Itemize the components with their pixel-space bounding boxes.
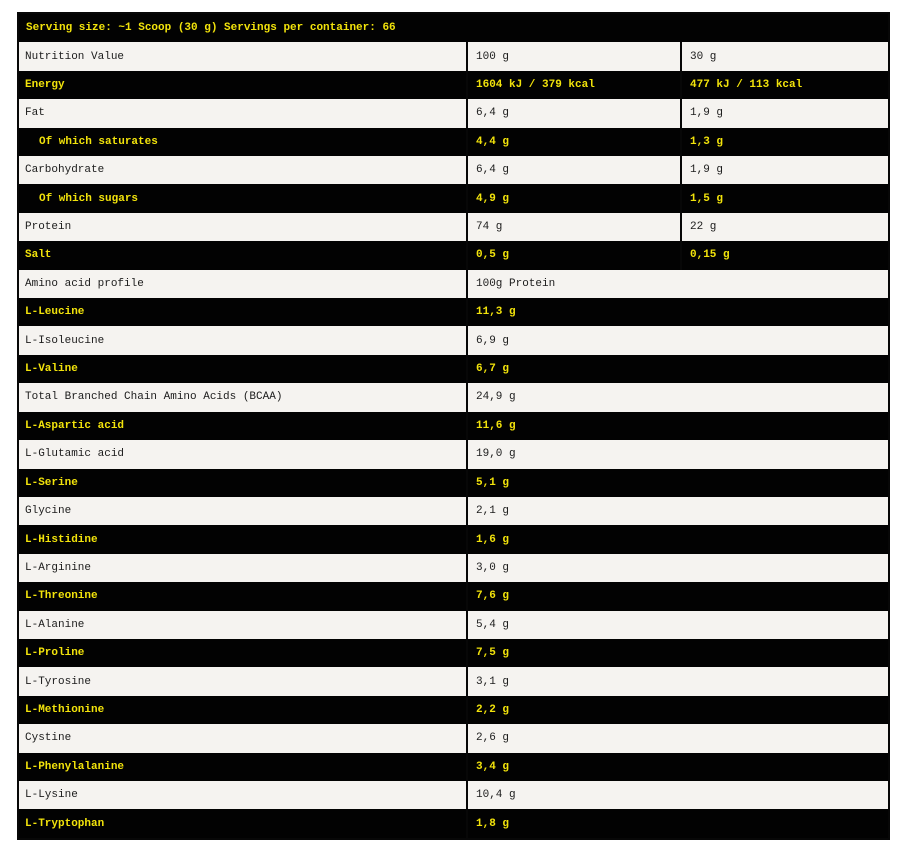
row-label: Total Branched Chain Amino Acids (BCAA): [19, 383, 468, 411]
table-row: [19, 355, 888, 383]
row-label: Glycine: [19, 497, 468, 525]
table-row: [19, 42, 888, 70]
row-label: L-Phenylalanine: [19, 753, 468, 781]
table-row: [19, 554, 888, 582]
value-per-100g: 7,6 g: [476, 590, 510, 603]
row-label: L-Tryptophan: [19, 809, 468, 837]
row-label: L-Valine: [19, 355, 468, 383]
row-label: L-Tyrosine: [19, 667, 468, 695]
row-label: Cystine: [19, 724, 468, 752]
table-row: [19, 724, 888, 752]
value-per-100g: 2,6 g: [476, 732, 510, 745]
table-row: [19, 128, 888, 156]
row-label: Of which saturates: [19, 128, 468, 156]
value-per-100g: 11,6 g: [476, 419, 516, 432]
value-per-100g: 19,0 g: [476, 448, 516, 461]
row-label: L-Threonine: [19, 582, 468, 610]
table-row: [19, 412, 888, 440]
value-per-100g: 4,4 g: [468, 128, 682, 156]
value-per-100g: 7,5 g: [476, 647, 510, 660]
row-label: L-Methionine: [19, 696, 468, 724]
value-per-100g: 11,3 g: [476, 306, 516, 319]
table-row: [19, 497, 888, 525]
value-per-100g: 3,1 g: [476, 675, 510, 688]
value-per-30g: 22 g: [690, 221, 717, 234]
table-row: [19, 582, 888, 610]
value-per-100g: 0,5 g: [468, 241, 682, 269]
row-label: L-Histidine: [19, 525, 468, 553]
row-label: Salt: [19, 241, 468, 269]
value-per-100g: 5,1 g: [476, 476, 510, 489]
value-per-30g: 1,9 g: [690, 164, 724, 177]
row-label: L-Serine: [19, 469, 468, 497]
table-row: [19, 184, 888, 212]
value-per-30g: 1,9 g: [690, 107, 724, 120]
value-per-100g: 2,2 g: [476, 703, 510, 716]
value-per-100g: 3,4 g: [476, 760, 510, 773]
value-per-30g: 30 g: [690, 50, 717, 63]
row-label: Amino acid profile: [19, 270, 468, 298]
table-row: [19, 326, 888, 354]
table-row: [19, 781, 888, 809]
serving-size-header: Serving size: ~1 Scoop (30 g) Servings per container: 66: [19, 14, 888, 42]
value-per-100g: 6,4 g: [468, 156, 682, 184]
value-per-100g: 2,1 g: [476, 505, 510, 518]
value-per-30g: 1,3 g: [690, 135, 724, 148]
value-per-100g: 5,4 g: [476, 618, 510, 631]
row-label: Of which sugars: [19, 184, 468, 212]
value-per-100g: 100 g: [468, 42, 682, 70]
value-per-30g: 1,5 g: [690, 192, 724, 205]
value-per-100g: 6,7 g: [476, 363, 510, 376]
value-per-100g: 1,6 g: [476, 533, 510, 546]
row-label: L-Lysine: [19, 781, 468, 809]
row-label: L-Glutamic acid: [19, 440, 468, 468]
table-row: [19, 667, 888, 695]
value-per-100g: 3,0 g: [476, 561, 510, 574]
row-label: Carbohydrate: [19, 156, 468, 184]
value-per-100g: 10,4 g: [476, 789, 516, 802]
row-label: L-Leucine: [19, 298, 468, 326]
row-label: L-Alanine: [19, 611, 468, 639]
row-label: L-Proline: [19, 639, 468, 667]
row-label: L-Isoleucine: [19, 326, 468, 354]
value-per-30g: 0,15 g: [690, 249, 730, 262]
table-row: [19, 611, 888, 639]
table-row: [19, 270, 888, 298]
row-label: L-Aspartic acid: [19, 412, 468, 440]
table-row: [19, 440, 888, 468]
table-row: [19, 156, 888, 184]
value-per-100g: 100g Protein: [476, 277, 556, 290]
row-label: Fat: [19, 99, 468, 127]
table-row: [19, 383, 888, 411]
row-label: Energy: [19, 71, 468, 99]
table-row: [19, 241, 888, 269]
value-per-100g: 4,9 g: [468, 184, 682, 212]
table-row: [19, 696, 888, 724]
value-per-100g: 1604 kJ / 379 kcal: [468, 71, 682, 99]
value-per-30g: 477 kJ / 113 kcal: [690, 79, 803, 92]
value-per-100g: 6,9 g: [476, 334, 510, 347]
row-label: Nutrition Value: [19, 42, 468, 70]
value-per-100g: 74 g: [468, 213, 682, 241]
value-per-100g: 1,8 g: [476, 817, 510, 830]
table-row: [19, 525, 888, 553]
table-row: [19, 298, 888, 326]
nutrition-facts-table: [17, 12, 890, 840]
row-label: L-Arginine: [19, 554, 468, 582]
value-per-100g: 24,9 g: [476, 391, 516, 404]
table-row: [19, 213, 888, 241]
table-row: [19, 71, 888, 99]
table-row: [19, 469, 888, 497]
value-per-100g: 6,4 g: [468, 99, 682, 127]
row-label: Protein: [19, 213, 468, 241]
table-row: [19, 639, 888, 667]
table-row: [19, 753, 888, 781]
table-row: [19, 99, 888, 127]
table-row: [19, 809, 888, 837]
